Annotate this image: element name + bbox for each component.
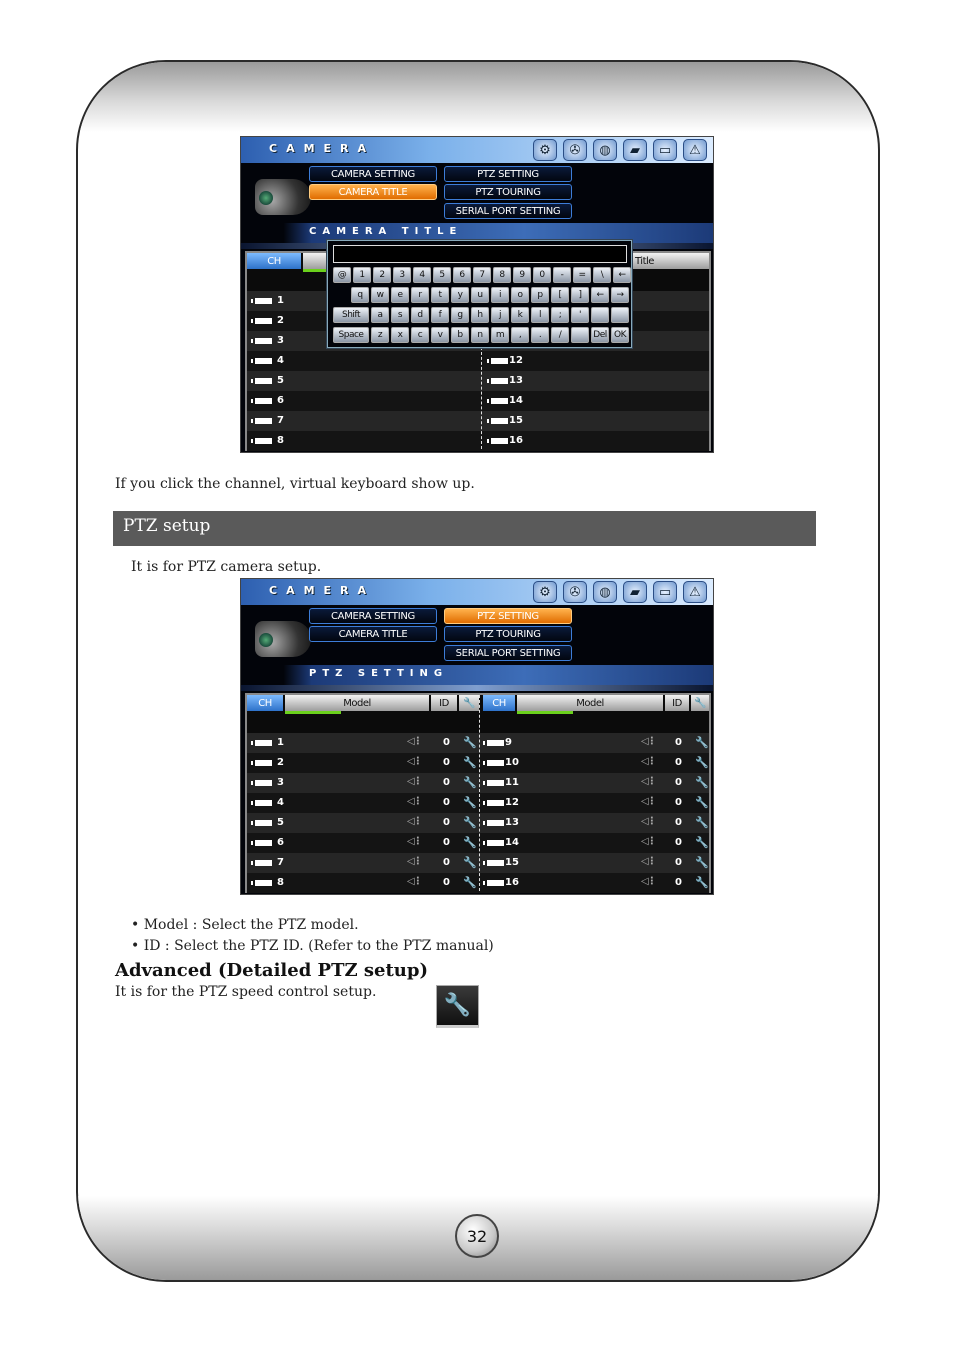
- ch-header: CH: [247, 253, 301, 269]
- ptz-id-value[interactable]: 0: [443, 877, 450, 888]
- channel-number: 13: [509, 375, 523, 386]
- wrench-icon[interactable]: 🔧: [463, 856, 477, 869]
- ptz-id-value[interactable]: 0: [443, 837, 450, 848]
- id-header-right: ID: [665, 695, 689, 711]
- camera-channel-icon: [255, 298, 272, 304]
- key[interactable]: 7: [473, 267, 491, 283]
- key[interactable]: ;: [551, 307, 569, 323]
- ptz-id-value[interactable]: 0: [675, 777, 682, 788]
- table-row-right[interactable]: [483, 411, 709, 431]
- key[interactable]: q: [351, 287, 369, 303]
- section-title: PTZ SETTING: [309, 668, 449, 679]
- camera-channel-icon: [255, 398, 272, 404]
- camera-channel-icon: [255, 780, 272, 786]
- channel-number: 1: [277, 737, 284, 748]
- section-separator: [241, 685, 713, 691]
- ptz-signal-icon: ◁⋮: [641, 816, 655, 827]
- key[interactable]: [571, 327, 589, 343]
- channel-number: 14: [509, 395, 523, 406]
- top-icon-bar: [533, 581, 707, 603]
- channel-number: 4: [277, 797, 284, 808]
- camera-channel-icon: [255, 860, 272, 866]
- camera-channel-icon: [255, 740, 272, 746]
- key[interactable]: ': [571, 307, 589, 323]
- camera-image-icon: [255, 621, 311, 657]
- bullet-model: • Model : Select the PTZ model.: [131, 917, 359, 933]
- ptz-id-value[interactable]: 0: [443, 797, 450, 808]
- alarm-icon[interactable]: ⚠: [683, 139, 707, 161]
- wrench-icon[interactable]: 🔧: [695, 756, 709, 769]
- key[interactable]: p: [531, 287, 549, 303]
- camera-channel-icon: [255, 820, 272, 826]
- camera-channel-icon: [255, 378, 272, 384]
- camera-channel-icon: [255, 760, 272, 766]
- globe-icon[interactable]: ◍: [593, 581, 617, 603]
- channel-number: 9: [505, 737, 512, 748]
- wrench-icon[interactable]: 🔧: [463, 776, 477, 789]
- key[interactable]: 9: [513, 267, 531, 283]
- gear-icon[interactable]: ⚙: [533, 139, 557, 161]
- key[interactable]: n: [471, 327, 489, 343]
- wrench-icon[interactable]: 🔧: [695, 876, 709, 889]
- camera-channel-icon: [487, 760, 504, 766]
- key[interactable]: b: [451, 327, 469, 343]
- gear-icon[interactable]: ⚙: [533, 581, 557, 603]
- globe-icon[interactable]: ◍: [593, 139, 617, 161]
- camera-channel-icon: [491, 358, 508, 364]
- tab-ptz-touring[interactable]: PTZ TOURING: [444, 184, 572, 200]
- channel-number: 5: [277, 817, 284, 828]
- key[interactable]: 8: [493, 267, 511, 283]
- channel-number: 15: [505, 857, 519, 868]
- alarm-icon[interactable]: ⚠: [683, 581, 707, 603]
- table-row[interactable]: [247, 733, 709, 753]
- advanced-heading: Advanced (Detailed PTZ setup): [115, 960, 428, 981]
- key[interactable]: v: [431, 327, 449, 343]
- ptz-id-value[interactable]: 0: [675, 737, 682, 748]
- film-reel-icon[interactable]: ✇: [563, 581, 587, 603]
- key[interactable]: y: [451, 287, 469, 303]
- camera-channel-icon: [487, 840, 504, 846]
- camera-channel-icon: [487, 860, 504, 866]
- key[interactable]: z: [371, 327, 389, 343]
- table-row[interactable]: [247, 833, 709, 853]
- channel-number: 2: [277, 315, 284, 326]
- key[interactable]: 0: [533, 267, 551, 283]
- ptz-signal-icon: ◁⋮: [641, 796, 655, 807]
- channel-number: 11: [505, 777, 519, 788]
- camera-channel-icon: [487, 820, 504, 826]
- usb-drive-icon[interactable]: ▰: [623, 139, 647, 161]
- ptz-id-value[interactable]: 0: [675, 857, 682, 868]
- channel-number: 3: [277, 335, 284, 346]
- table-row[interactable]: [247, 873, 709, 893]
- camera-channel-icon: [487, 800, 504, 806]
- ptz-signal-icon: ◁⋮: [407, 776, 421, 787]
- usb-drive-icon[interactable]: ▰: [623, 581, 647, 603]
- page-number: 32: [455, 1214, 499, 1258]
- key[interactable]: 4: [413, 267, 431, 283]
- wrench-header-icon: 🔧: [459, 695, 479, 711]
- key[interactable]: t: [431, 287, 449, 303]
- key[interactable]: Space: [333, 327, 369, 343]
- ptz-setting-screenshot: [240, 578, 714, 895]
- title-header: Title: [631, 253, 709, 269]
- camera-channel-icon: [255, 438, 272, 444]
- header-accent-line: [285, 711, 341, 714]
- channel-number: 16: [509, 435, 523, 446]
- model-header-left: Model: [285, 695, 429, 711]
- camera-channel-icon: [491, 378, 508, 384]
- camera-channel-icon: [255, 800, 272, 806]
- key[interactable]: ←: [613, 267, 631, 283]
- channel-number: 7: [277, 857, 284, 868]
- key[interactable]: r: [411, 287, 429, 303]
- channel-number: 4: [277, 355, 284, 366]
- key[interactable]: →: [611, 287, 629, 303]
- table-row-right[interactable]: [483, 391, 709, 411]
- key[interactable]: 3: [393, 267, 411, 283]
- channel-number: 1: [277, 295, 284, 306]
- key[interactable]: x: [391, 327, 409, 343]
- table-row-right[interactable]: [483, 371, 709, 391]
- channel-number: 16: [505, 877, 519, 888]
- table-row-right[interactable]: [483, 351, 709, 371]
- table-row[interactable]: [247, 853, 709, 873]
- key[interactable]: l: [531, 307, 549, 323]
- advanced-text: It is for the PTZ speed control setup.: [115, 984, 377, 1000]
- camera-channel-icon: [255, 418, 272, 424]
- key[interactable]: ←: [591, 287, 609, 303]
- ptz-id-value[interactable]: 0: [675, 757, 682, 768]
- app-title: CAMERA: [269, 142, 376, 155]
- channel-number: 3: [277, 777, 284, 788]
- camera-channel-icon: [255, 880, 272, 886]
- ptz-intro-text: It is for PTZ camera setup.: [131, 559, 322, 575]
- channel-number: 12: [509, 355, 523, 366]
- camera-title-bar: [241, 137, 713, 163]
- camera-title-bar: [241, 579, 713, 605]
- ch-header-left: CH: [247, 695, 283, 711]
- tab-serial-port-setting[interactable]: SERIAL PORT SETTING: [444, 645, 572, 661]
- bullet-id: • ID : Select the PTZ ID. (Refer to the PTZ manual): [131, 938, 494, 954]
- ptz-signal-icon: ◁⋮: [641, 876, 655, 887]
- ptz-id-value[interactable]: 0: [443, 757, 450, 768]
- key[interactable]: ]: [571, 287, 589, 303]
- key[interactable]: c: [411, 327, 429, 343]
- camera-channel-icon: [487, 740, 504, 746]
- tab-ptz-setting[interactable]: PTZ SETTING: [444, 166, 572, 182]
- ptz-signal-icon: ◁⋮: [641, 856, 655, 867]
- wrench-icon[interactable]: 🔧: [463, 816, 477, 829]
- key[interactable]: i: [491, 287, 509, 303]
- key[interactable]: [611, 307, 629, 323]
- key[interactable]: Shift: [333, 307, 369, 323]
- camera-channel-icon: [491, 438, 508, 444]
- tab-ptz-touring[interactable]: PTZ TOURING: [444, 626, 572, 642]
- table-row[interactable]: [247, 793, 709, 813]
- key[interactable]: =: [573, 267, 591, 283]
- ptz-signal-icon: ◁⋮: [407, 756, 421, 767]
- channel-number: 13: [505, 817, 519, 828]
- film-reel-icon[interactable]: ✇: [563, 139, 587, 161]
- key[interactable]: h: [471, 307, 489, 323]
- camera-channel-icon: [255, 840, 272, 846]
- tab-camera-title[interactable]: CAMERA TITLE: [309, 184, 437, 200]
- header-accent-line: [517, 711, 573, 714]
- ch-header-right: CH: [483, 695, 515, 711]
- ptz-signal-icon: ◁⋮: [641, 736, 655, 747]
- key[interactable]: 5: [433, 267, 451, 283]
- id-header-left: ID: [431, 695, 457, 711]
- wrench-icon[interactable]: 🔧: [463, 736, 477, 749]
- camera-image-icon: [255, 179, 311, 215]
- ptz-id-value[interactable]: 0: [443, 737, 450, 748]
- wrench-icon[interactable]: 🔧: [695, 856, 709, 869]
- key[interactable]: .: [531, 327, 549, 343]
- ptz-signal-icon: ◁⋮: [641, 756, 655, 767]
- key[interactable]: /: [551, 327, 569, 343]
- tab-camera-setting[interactable]: CAMERA SETTING: [309, 608, 437, 624]
- table-row[interactable]: [247, 813, 709, 833]
- tab-camera-setting[interactable]: CAMERA SETTING: [309, 166, 437, 182]
- camera-title-screenshot: [240, 136, 714, 453]
- keyboard-entry-field[interactable]: [333, 245, 627, 263]
- channel-number: 8: [277, 435, 284, 446]
- monitor-icon[interactable]: ▭: [653, 139, 677, 161]
- camera-channel-icon: [487, 880, 504, 886]
- key[interactable]: u: [471, 287, 489, 303]
- channel-number: 14: [505, 837, 519, 848]
- camera-channel-icon: [491, 398, 508, 404]
- channel-number: 6: [277, 395, 284, 406]
- wrench-icon[interactable]: 🔧: [463, 836, 477, 849]
- ptz-signal-icon: ◁⋮: [407, 876, 421, 887]
- tab-serial-port-setting[interactable]: SERIAL PORT SETTING: [444, 203, 572, 219]
- ptz-id-value[interactable]: 0: [443, 817, 450, 828]
- monitor-icon[interactable]: ▭: [653, 581, 677, 603]
- key[interactable]: Del: [591, 327, 609, 343]
- ptz-id-value[interactable]: 0: [675, 877, 682, 888]
- key[interactable]: 1: [353, 267, 371, 283]
- wrench-button-icon[interactable]: 🔧: [436, 985, 479, 1028]
- section-title: CAMERA TITLE: [309, 226, 463, 237]
- ptz-id-value[interactable]: 0: [443, 857, 450, 868]
- column-divider: [479, 695, 480, 891]
- ptz-id-value[interactable]: 0: [675, 797, 682, 808]
- ptz-id-value[interactable]: 0: [675, 817, 682, 828]
- key[interactable]: -: [553, 267, 571, 283]
- wrench-icon[interactable]: 🔧: [463, 756, 477, 769]
- wrench-icon[interactable]: 🔧: [463, 876, 477, 889]
- camera-channel-icon: [255, 358, 272, 364]
- key[interactable]: [591, 307, 609, 323]
- section-title-bar: [241, 665, 713, 685]
- camera-channel-icon: [491, 418, 508, 424]
- tab-camera-title[interactable]: CAMERA TITLE: [309, 626, 437, 642]
- channel-number: 8: [277, 877, 284, 888]
- channel-number: 12: [505, 797, 519, 808]
- wrench-icon[interactable]: 🔧: [695, 796, 709, 809]
- channel-number: 2: [277, 757, 284, 768]
- ptz-signal-icon: ◁⋮: [407, 816, 421, 827]
- wrench-icon[interactable]: 🔧: [695, 836, 709, 849]
- virtual-keyboard: [327, 240, 632, 348]
- channel-number: 15: [509, 415, 523, 426]
- ptz-signal-icon: ◁⋮: [641, 776, 655, 787]
- key[interactable]: f: [431, 307, 449, 323]
- wrench-icon[interactable]: 🔧: [463, 796, 477, 809]
- key[interactable]: m: [491, 327, 509, 343]
- key[interactable]: OK: [611, 327, 629, 343]
- camera-channel-icon: [255, 338, 272, 344]
- key[interactable]: g: [451, 307, 469, 323]
- ptz-table: [245, 693, 711, 893]
- key[interactable]: 6: [453, 267, 471, 283]
- table-row[interactable]: [247, 773, 709, 793]
- key[interactable]: \: [593, 267, 611, 283]
- wrench-icon[interactable]: 🔧: [695, 736, 709, 749]
- ptz-id-value[interactable]: 0: [675, 837, 682, 848]
- ptz-signal-icon: ◁⋮: [407, 796, 421, 807]
- channel-number: 10: [505, 757, 519, 768]
- table-row-right[interactable]: [483, 431, 709, 451]
- key[interactable]: k: [511, 307, 529, 323]
- key[interactable]: [: [551, 287, 569, 303]
- wrench-icon[interactable]: 🔧: [695, 776, 709, 789]
- channel-number: 6: [277, 837, 284, 848]
- key[interactable]: 2: [373, 267, 391, 283]
- ptz-signal-icon: ◁⋮: [407, 736, 421, 747]
- app-title: CAMERA: [269, 584, 376, 597]
- key[interactable]: a: [371, 307, 389, 323]
- caption-virtual-keyboard: If you click the channel, virtual keyboard show up.: [115, 476, 475, 492]
- camera-channel-icon: [255, 318, 272, 324]
- ptz-id-value[interactable]: 0: [443, 777, 450, 788]
- tab-ptz-setting[interactable]: PTZ SETTING: [444, 608, 572, 624]
- camera-channel-icon: [487, 780, 504, 786]
- channel-number: 7: [277, 415, 284, 426]
- key[interactable]: ,: [511, 327, 529, 343]
- ptz-signal-icon: ◁⋮: [407, 856, 421, 867]
- page-header-band: [78, 62, 878, 132]
- key[interactable]: w: [371, 287, 389, 303]
- table-row[interactable]: [247, 753, 709, 773]
- key[interactable]: j: [491, 307, 509, 323]
- key[interactable]: s: [391, 307, 409, 323]
- section-heading-ptz-setup: PTZ setup: [113, 511, 816, 546]
- ptz-signal-icon: ◁⋮: [407, 836, 421, 847]
- wrench-icon[interactable]: 🔧: [695, 816, 709, 829]
- key[interactable]: @: [333, 267, 351, 283]
- wrench-header-icon: 🔧: [691, 695, 709, 711]
- key[interactable]: o: [511, 287, 529, 303]
- top-icon-bar: [533, 139, 707, 161]
- key[interactable]: d: [411, 307, 429, 323]
- ptz-signal-icon: ◁⋮: [641, 836, 655, 847]
- channel-number: 5: [277, 375, 284, 386]
- model-header-right: Model: [517, 695, 663, 711]
- key[interactable]: e: [391, 287, 409, 303]
